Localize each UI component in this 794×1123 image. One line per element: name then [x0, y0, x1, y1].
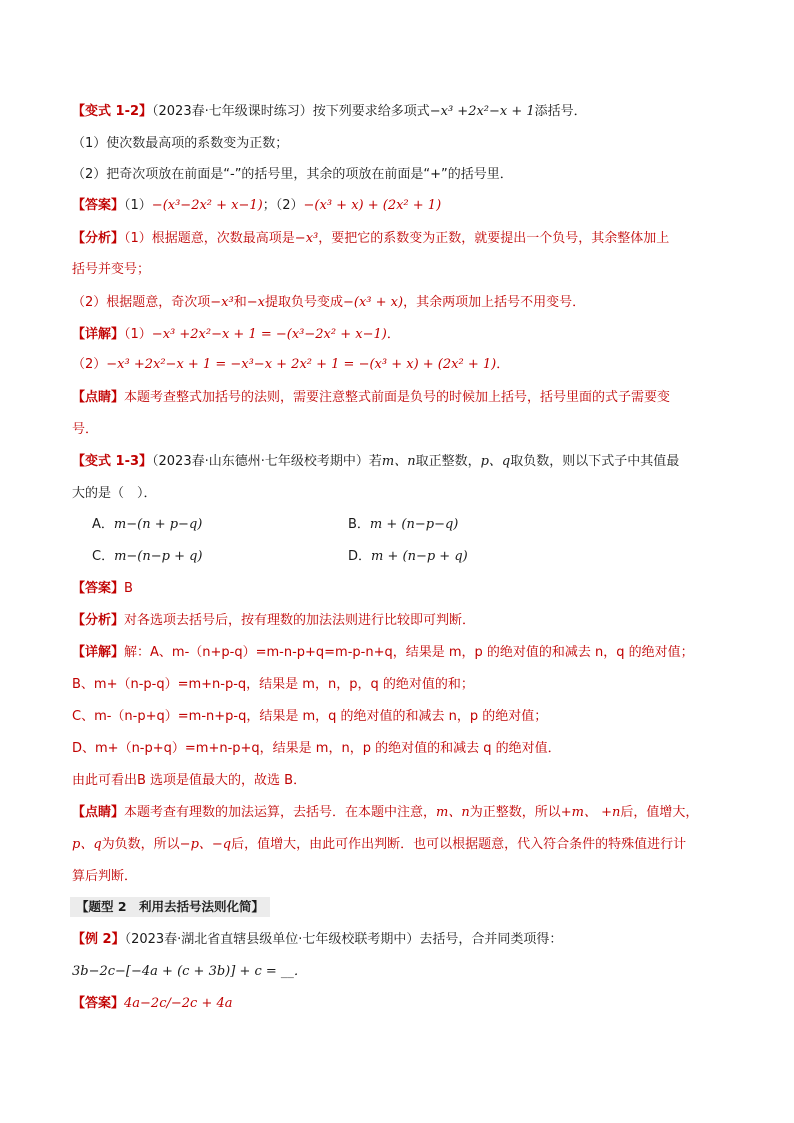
- analysis-text: ，其余两项加上括号不用变号．: [403, 295, 586, 310]
- pointer-tag: 【点睛】: [72, 805, 125, 820]
- question-1: （1）使次数最高项的系数变为正数；: [72, 136, 289, 151]
- option-label: A．: [92, 517, 114, 532]
- pointer-text: 为负数，所以: [101, 837, 180, 852]
- pointer-text: 本题考查有理数的加法运算，去括号．在本题中注意，: [124, 805, 437, 820]
- variable-pq: p、q: [480, 454, 511, 469]
- option-b[interactable]: [348, 516, 458, 534]
- analysis-text: （1）根据题意，次数最高项是: [124, 231, 295, 246]
- question-text: 取正整数，: [415, 454, 481, 469]
- example-2-header: [72, 931, 562, 949]
- example-tag: 【例 2】: [72, 932, 125, 947]
- pointer-line-2: 号．: [72, 422, 99, 437]
- variant-1-2-header: [72, 103, 587, 121]
- answer-tag: 【答案】: [72, 996, 125, 1011]
- detail-label: （1）: [124, 327, 152, 342]
- option-label: D．: [348, 549, 372, 564]
- analysis-math: −x³: [210, 295, 234, 310]
- pointer-math: +m、 +n: [560, 805, 621, 820]
- detail-math: −x³ +2x²−x + 1 = −(x³−2x² + x−1): [151, 327, 387, 342]
- detail-label: （2）: [72, 357, 107, 372]
- analysis-tag: 【分析】: [72, 231, 125, 246]
- detail-math: −x³ +2x²−x + 1 = −x³−x + 2x² + 1 = −(x³ + x) + (2x² + 1): [106, 357, 497, 372]
- detail-line-c: C、m-（n-p+q）=m-n+p-q，结果是 m，q 的绝对值的和减去 n，p 的绝对值；: [72, 709, 548, 724]
- source-text: （2023春·湖北省直辖县级单位·七年级校联考期中）去括号，合并同类项得：: [124, 932, 563, 947]
- answer-value: 4a−2c/−2c + 4a: [124, 996, 233, 1011]
- question-line-2: 大的是（ ）．: [72, 486, 157, 501]
- option-a[interactable]: [92, 516, 202, 534]
- option-d[interactable]: [348, 548, 468, 566]
- answer-part-2-label: ；（2）: [262, 198, 304, 213]
- question-2: （2）把奇次项放在前面是“-”的括号里，其余的项放在前面是“+”的括号里．: [72, 167, 513, 182]
- analysis-text: 和: [233, 295, 247, 310]
- analysis-math: −(x³ + x): [342, 295, 404, 310]
- analysis-line-3: [72, 294, 585, 312]
- section-title: 【题型 2 利用去括号法则化简】: [70, 897, 270, 917]
- example-expression: 3b−2c−[−4a + (c + 3b)] + c = __．: [72, 964, 307, 979]
- analysis-text: ，要把它的系数变为正数，就要提出一个负号，其余整体加上: [318, 231, 670, 246]
- instruction-tail: 添括号．: [534, 104, 587, 119]
- analysis-math: −x³: [294, 231, 319, 246]
- source-text: （2023春·山东德州·七年级校考期中）若: [152, 454, 382, 469]
- pointer-math: m、n: [436, 805, 470, 820]
- detail-tag: 【详解】: [72, 327, 125, 342]
- detail-end: ．: [496, 357, 510, 372]
- analysis-text: 提取负号变成: [264, 295, 343, 310]
- answer-part-1: −(x³−2x² + x−1): [151, 198, 263, 213]
- analysis-line: [72, 612, 475, 630]
- pointer-math: −p、−q: [179, 837, 232, 852]
- answer-value: B: [124, 581, 133, 596]
- answer-tag: 【答案】: [72, 198, 125, 213]
- pointer-line-1: [72, 804, 698, 822]
- detail-text: 解：A、m-（n+p-q）=m-n-p+q=m-p-n+q，结果是 m，p 的绝对值的和减去 n，q 的绝对值；: [124, 645, 694, 660]
- option-label: B．: [348, 517, 370, 532]
- variable-mn: m、n: [381, 454, 416, 469]
- pointer-text: 后，值增大，: [620, 805, 699, 820]
- variant-tag: 【变式 1-3】: [72, 454, 153, 469]
- pointer-math: p、q: [72, 837, 102, 852]
- variant-tag: 【变式 1-2】: [72, 104, 153, 119]
- answer-tag: 【答案】: [72, 581, 125, 596]
- answer-line: [72, 197, 441, 215]
- analysis-math: −x: [246, 295, 265, 310]
- detail-line-b: B、m+（n-p-q）=m+n-p-q，结果是 m，n，p，q 的绝对值的和；: [72, 677, 474, 692]
- analysis-text: 对各选项去括号后，按有理数的加法法则进行比较即可判断．: [124, 613, 476, 628]
- source-text: （2023春·七年级课时练习）按下列要求给多项式: [152, 104, 430, 119]
- detail-line-2: [72, 356, 509, 374]
- answer-part-2: −(x³ + x) + (2x² + 1): [303, 198, 442, 213]
- pointer-text: 后，值增大，由此可作出判断．也可以根据题意，代入符合条件的特殊值进行计: [231, 837, 687, 852]
- pointer-line-3: 算后判断．: [72, 869, 138, 884]
- detail-line-d: D、m+（n-p+q）=m+n-p+q，结果是 m，n，p 的绝对值的和减去 q 的绝对值．: [72, 741, 561, 756]
- analysis-tag: 【分析】: [72, 613, 125, 628]
- pointer-tag: 【点睛】: [72, 390, 125, 405]
- detail-line-1: [72, 326, 400, 344]
- question-text: 取负数，则以下式子中其值最: [510, 454, 680, 469]
- detail-tag: 【详解】: [72, 645, 125, 660]
- pointer-line-1: [72, 389, 670, 407]
- pointer-text: 为正整数，所以: [469, 805, 561, 820]
- polynomial: −x³ +2x²−x + 1: [429, 104, 535, 119]
- analysis-line-1: [72, 230, 669, 248]
- pointer-line-2: [72, 836, 686, 854]
- option-expression: m−(n−p + q): [114, 549, 203, 564]
- answer-part-1-label: （1）: [124, 198, 152, 213]
- analysis-text: （2）根据题意，奇次项: [72, 295, 211, 310]
- detail-end: ．: [386, 327, 400, 342]
- option-expression: m + (n−p + q): [371, 549, 468, 564]
- option-expression: m−(n + p−q): [113, 517, 203, 532]
- variant-1-3-header: [72, 453, 679, 471]
- option-c[interactable]: [92, 548, 203, 566]
- pointer-text: 本题考查整式加括号的法则，需要注意整式前面是负号的时候加上括号，括号里面的式子需要变: [124, 390, 671, 405]
- answer-line: [72, 995, 232, 1013]
- analysis-line-2: 括号并变号；: [72, 262, 151, 277]
- option-label: C．: [92, 549, 115, 564]
- answer-line: [72, 580, 133, 598]
- option-expression: m + (n−p−q): [369, 517, 459, 532]
- detail-line-a: [72, 644, 694, 662]
- conclusion-line: 由此可看出B 选项是值最大的，故选 B．: [72, 773, 307, 788]
